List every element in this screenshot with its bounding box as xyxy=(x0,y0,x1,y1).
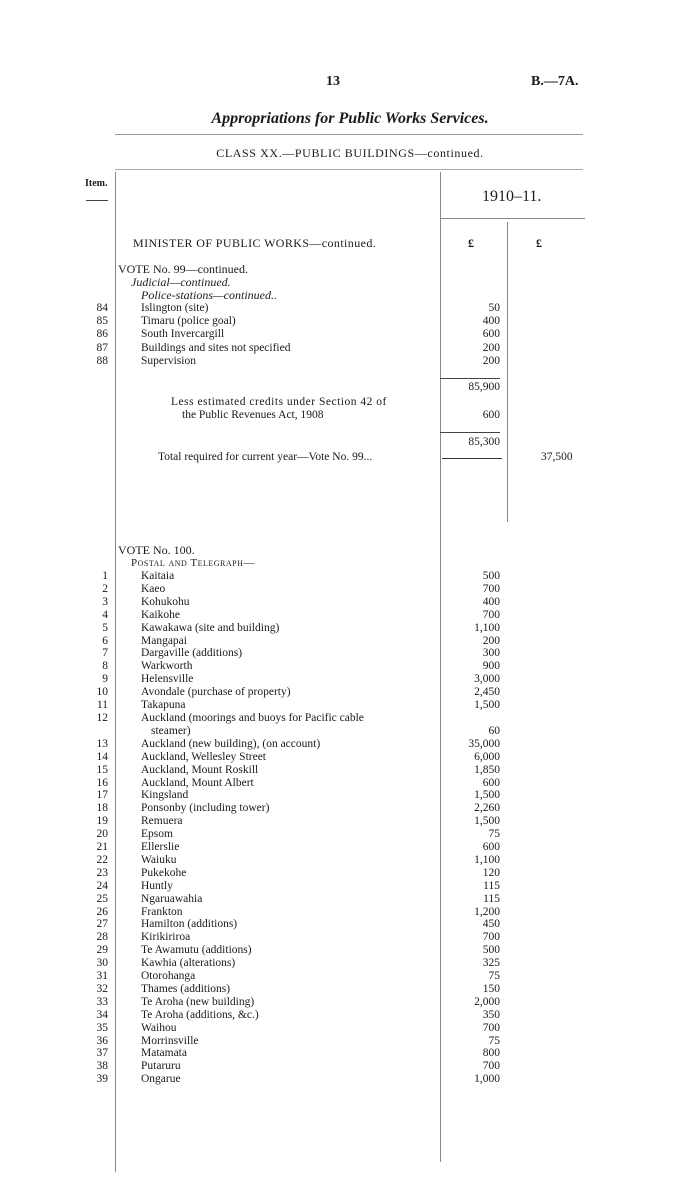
item-amount: 1,200 xyxy=(474,905,500,918)
table-row xyxy=(0,673,700,686)
item-description: Kingsland xyxy=(141,789,189,802)
item-amount: 75 xyxy=(488,970,500,982)
header-rule xyxy=(115,169,583,170)
item-amount: 200 xyxy=(482,634,500,647)
item-description: Timaru (police goal) xyxy=(141,315,236,328)
less-credits-line-1: Less estimated credits under Section 42 of xyxy=(171,396,387,408)
vote-99-net: 85,300 xyxy=(468,436,500,448)
item-description: Otorohanga xyxy=(141,970,196,982)
item-description: Kohukohu xyxy=(141,595,190,608)
item-amount: 200 xyxy=(482,341,500,354)
item-number: 13 xyxy=(96,737,108,750)
table-row xyxy=(0,686,700,699)
item-description: Waihou xyxy=(141,1021,177,1034)
table-row xyxy=(0,751,700,764)
table-row xyxy=(0,738,700,751)
item-description: Auckland, Mount Roskill xyxy=(141,763,259,776)
item-description: Buildings and sites not specified xyxy=(141,341,291,354)
pound-sign-amount: £ xyxy=(468,236,474,250)
item-description: Ongarue xyxy=(141,1073,181,1086)
table-row xyxy=(0,583,700,596)
item-description: Matamata xyxy=(141,1047,187,1060)
item-amount: 700 xyxy=(482,582,500,595)
table-row xyxy=(0,944,700,957)
item-amount: 1,100 xyxy=(474,621,500,634)
table-row xyxy=(0,918,700,931)
item-number: 1 xyxy=(102,570,108,582)
item-number: 24 xyxy=(96,879,108,892)
item-number: 11 xyxy=(96,699,108,711)
table-row-continuation xyxy=(0,725,700,738)
item-description: Morrinsville xyxy=(141,1034,199,1047)
item-description: Warkworth xyxy=(141,660,193,673)
item-description: Epsom xyxy=(141,828,173,841)
item-number: 84 xyxy=(96,302,108,314)
item-description: Helensville xyxy=(141,673,194,686)
vote-99-total: 37,500 xyxy=(541,451,573,463)
table-row xyxy=(0,802,700,815)
class-subtitle: CLASS XX.—PUBLIC BUILDINGS—continued. xyxy=(216,146,484,160)
item-description: Thames (additions) xyxy=(141,982,231,995)
table-row xyxy=(0,302,700,315)
item-number: 27 xyxy=(96,918,108,931)
table-row xyxy=(0,970,700,983)
item-number: 2 xyxy=(102,582,108,595)
table-row xyxy=(0,660,700,673)
item-description: Kaeo xyxy=(141,582,166,595)
page-title: Appropriations for Public Works Services. xyxy=(211,110,489,127)
table-row xyxy=(0,867,700,880)
item-amount: 2,260 xyxy=(474,802,500,815)
item-description: Ellerslie xyxy=(141,841,180,853)
judicial-heading: Judicial—continued. xyxy=(131,275,231,289)
item-number: 5 xyxy=(102,621,108,634)
item-header-rule xyxy=(86,200,108,201)
table-row xyxy=(0,777,700,790)
item-number: 87 xyxy=(96,341,108,354)
item-number: 88 xyxy=(96,354,108,367)
item-amount: 2,000 xyxy=(474,995,500,1008)
table-row xyxy=(0,957,700,970)
item-description: South Invercargill xyxy=(141,328,225,341)
subtotal-rule xyxy=(440,378,500,379)
item-amount: 115 xyxy=(483,879,500,892)
item-amount: 300 xyxy=(482,647,500,660)
item-number: 38 xyxy=(96,1060,108,1073)
item-amount: 1,850 xyxy=(474,763,500,776)
item-number: 85 xyxy=(96,315,108,328)
item-amount: 500 xyxy=(482,944,500,957)
item-amount: 1,100 xyxy=(474,853,500,866)
postal-telegraph-heading: Postal and Telegraph— xyxy=(131,557,255,569)
item-number: 6 xyxy=(102,634,108,647)
item-description: Te Aroha (new building) xyxy=(141,995,255,1008)
item-amount: 600 xyxy=(482,776,500,789)
item-number: 33 xyxy=(96,995,108,1008)
item-description: Auckland (moorings and buoys for Pacific cable xyxy=(141,711,364,724)
table-row xyxy=(0,931,700,944)
item-description: Huntly xyxy=(141,879,173,892)
item-number: 23 xyxy=(96,866,108,879)
item-number: 8 xyxy=(102,660,108,673)
item-description: Te Aroha (additions, &c.) xyxy=(141,1008,259,1021)
table-row xyxy=(0,815,700,828)
table-row xyxy=(0,647,700,660)
item-amount: 700 xyxy=(482,1021,500,1034)
item-number: 9 xyxy=(102,673,108,686)
item-description: Dargaville (additions) xyxy=(141,647,243,660)
item-amount: 6,000 xyxy=(474,750,500,763)
item-number: 30 xyxy=(96,957,108,970)
item-description: Avondale (purchase of property) xyxy=(141,686,291,699)
item-amount: 1,500 xyxy=(474,815,500,828)
item-amount: 120 xyxy=(482,866,500,879)
table-row xyxy=(0,328,700,341)
total-leader-rule xyxy=(442,458,502,459)
table-row xyxy=(0,609,700,622)
table-row xyxy=(0,789,700,802)
item-amount: 75 xyxy=(488,828,500,841)
item-amount: 600 xyxy=(482,328,500,341)
table-row xyxy=(0,712,700,725)
item-description-continued: steamer) xyxy=(151,724,191,737)
item-number: 14 xyxy=(96,750,108,763)
table-row xyxy=(0,1060,700,1073)
item-number: 37 xyxy=(96,1047,108,1060)
item-description: Auckland, Wellesley Street xyxy=(141,750,267,763)
table-row xyxy=(0,355,700,368)
table-row xyxy=(0,1022,700,1035)
item-number: 34 xyxy=(96,1008,108,1021)
item-amount: 2,450 xyxy=(474,686,500,699)
item-number: 19 xyxy=(96,815,108,828)
item-description: Kaitaia xyxy=(141,570,175,582)
item-number: 21 xyxy=(96,841,108,853)
pound-sign-total: £ xyxy=(536,236,542,250)
less-credits-amount: 600 xyxy=(482,409,500,421)
item-amount: 60 xyxy=(488,724,500,737)
item-amount: 3,000 xyxy=(474,673,500,686)
item-amount: 700 xyxy=(482,931,500,944)
item-description: Mangapai xyxy=(141,634,187,647)
item-description: Ponsonby (including tower) xyxy=(141,802,270,815)
document-reference: B.—7A. xyxy=(531,74,579,89)
item-amount: 325 xyxy=(482,957,500,970)
item-number: 25 xyxy=(96,892,108,905)
item-description: Waiuku xyxy=(141,853,177,866)
item-number: 39 xyxy=(96,1073,108,1086)
item-amount: 900 xyxy=(482,660,500,673)
vote-100-heading: VOTE No. 100. xyxy=(118,543,195,557)
item-amount: 700 xyxy=(482,1060,500,1073)
item-description: Auckland (new building), (on account) xyxy=(141,737,321,750)
table-row xyxy=(0,570,700,583)
item-description: Islington (site) xyxy=(141,302,209,314)
item-description: Ngaruawahia xyxy=(141,892,203,905)
table-row xyxy=(0,1035,700,1048)
item-number: 10 xyxy=(96,686,108,699)
item-amount: 35,000 xyxy=(468,737,500,750)
table-row xyxy=(0,596,700,609)
total-column-rule xyxy=(507,222,508,522)
item-number: 36 xyxy=(96,1034,108,1047)
item-amount: 75 xyxy=(488,1034,500,1047)
minister-heading: MINISTER OF PUBLIC WORKS—continued. xyxy=(133,236,377,250)
item-amount: 150 xyxy=(482,982,500,995)
item-number: 86 xyxy=(96,328,108,341)
item-amount: 450 xyxy=(482,918,500,931)
item-description: Kawakawa (site and building) xyxy=(141,621,280,634)
item-amount: 500 xyxy=(482,570,500,582)
vote-99-subtotal: 85,900 xyxy=(468,381,500,393)
table-row xyxy=(0,635,700,648)
item-amount: 1,500 xyxy=(474,789,500,802)
item-amount: 350 xyxy=(482,1008,500,1021)
item-number: 7 xyxy=(102,647,108,660)
item-number: 12 xyxy=(96,711,108,724)
item-number: 16 xyxy=(96,776,108,789)
item-amount: 800 xyxy=(482,1047,500,1060)
item-description: Takapuna xyxy=(141,699,186,711)
item-number: 18 xyxy=(96,802,108,815)
table-row xyxy=(0,893,700,906)
item-number: 35 xyxy=(96,1021,108,1034)
item-amount: 115 xyxy=(483,892,500,905)
year-header: 1910–11. xyxy=(482,188,542,205)
item-description: Supervision xyxy=(141,354,196,367)
item-header: Item. xyxy=(85,178,108,189)
table-row xyxy=(0,983,700,996)
table-row xyxy=(0,764,700,777)
item-description: Frankton xyxy=(141,905,183,918)
item-number: 29 xyxy=(96,944,108,957)
table-row xyxy=(0,1047,700,1060)
item-amount: 400 xyxy=(482,595,500,608)
item-amount: 200 xyxy=(482,354,500,367)
table-row xyxy=(0,622,700,635)
vote-99-total-label: Total required for current year—Vote No. 99... xyxy=(158,451,373,463)
table-row xyxy=(0,880,700,893)
item-number: 31 xyxy=(96,970,108,982)
item-description: Kirikiriroa xyxy=(141,931,191,944)
item-number: 15 xyxy=(96,763,108,776)
table-row xyxy=(0,699,700,712)
item-description: Hamilton (additions) xyxy=(141,918,238,931)
item-description: Te Awamutu (additions) xyxy=(141,944,252,957)
vote-99-heading: VOTE No. 99—continued. xyxy=(118,262,248,276)
item-description: Kaikohe xyxy=(141,608,180,621)
less-credits-line-2: the Public Revenues Act, 1908 xyxy=(182,409,324,421)
table-row xyxy=(0,315,700,328)
item-amount: 600 xyxy=(482,841,500,853)
net-rule xyxy=(440,432,500,433)
item-number: 3 xyxy=(102,595,108,608)
table-row xyxy=(0,906,700,919)
item-amount: 1,500 xyxy=(474,699,500,711)
item-number: 32 xyxy=(96,982,108,995)
item-amount: 1,000 xyxy=(474,1073,500,1086)
table-row xyxy=(0,342,700,355)
table-row xyxy=(0,1009,700,1022)
year-header-rule xyxy=(440,218,585,219)
table-row xyxy=(0,854,700,867)
item-amount: 400 xyxy=(482,315,500,328)
item-description: Pukekohe xyxy=(141,866,187,879)
item-number: 28 xyxy=(96,931,108,944)
table-row xyxy=(0,841,700,854)
item-number: 4 xyxy=(102,608,108,621)
item-number: 17 xyxy=(96,789,108,802)
table-row xyxy=(0,1073,700,1086)
page-number: 13 xyxy=(326,74,340,89)
item-number: 20 xyxy=(96,828,108,841)
item-description: Kawhia (alterations) xyxy=(141,957,236,970)
table-row xyxy=(0,996,700,1009)
table-row xyxy=(0,828,700,841)
police-stations-heading: Police-stations—continued.. xyxy=(141,288,277,302)
item-number: 26 xyxy=(96,905,108,918)
item-amount: 700 xyxy=(482,608,500,621)
item-description: Remuera xyxy=(141,815,183,828)
item-description: Auckland, Mount Albert xyxy=(141,776,254,789)
title-rule xyxy=(115,134,583,135)
item-number: 22 xyxy=(96,853,108,866)
item-amount: 50 xyxy=(488,302,500,314)
item-description: Putaruru xyxy=(141,1060,181,1073)
